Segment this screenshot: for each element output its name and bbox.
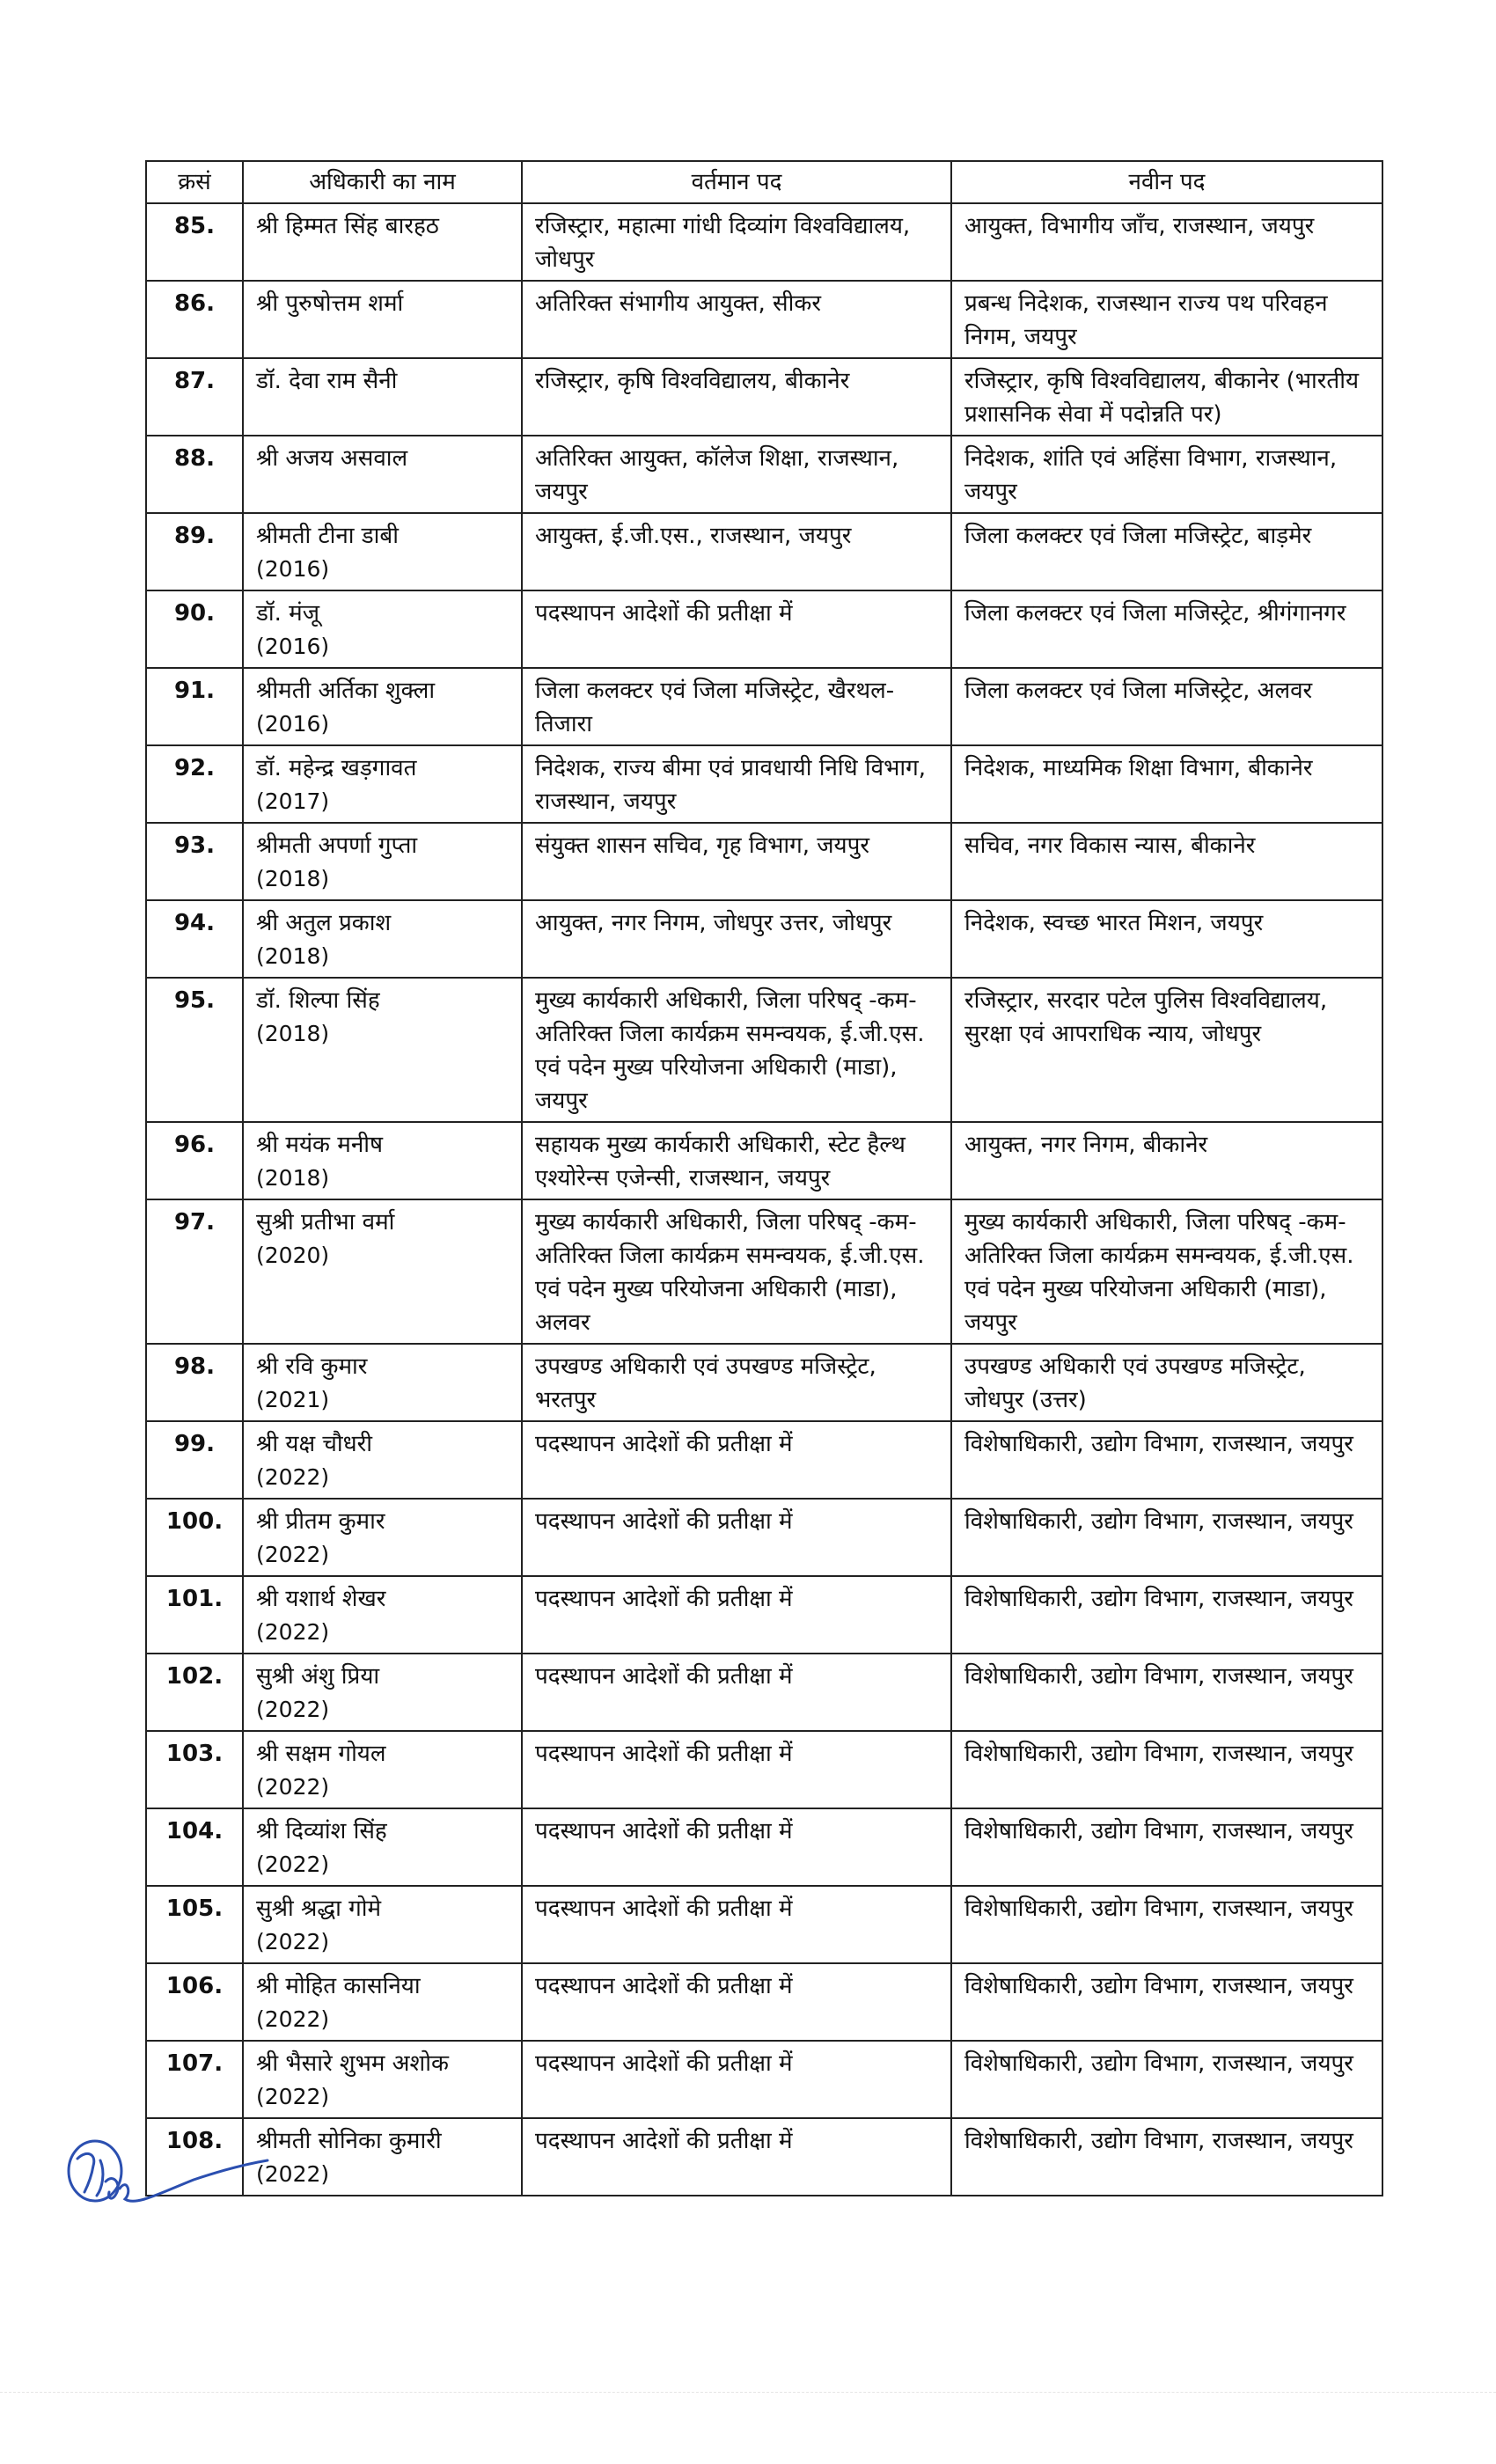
officer-batch: (2022) xyxy=(256,1929,330,1954)
officer-name-cell xyxy=(243,668,522,745)
officer-name-cell xyxy=(243,2118,522,2196)
table-row xyxy=(146,281,1382,358)
new-post: निदेशक, स्वच्छ भारत मिशन, जयपुर xyxy=(951,900,1382,978)
officer-batch: (2022) xyxy=(256,2161,330,2187)
current-post: मुख्य कार्यकारी अधिकारी, जिला परिषद् -कम- अतिरिक्त जिला कार्यक्रम समन्वयक, ई.जी.एस. एवं पदेन मुख्य परियोजना अधिकारी (माडा), अलवर xyxy=(522,1199,951,1344)
current-post: पदस्थापन आदेशों की प्रतीक्षा में xyxy=(522,1499,951,1576)
table-header-row xyxy=(146,161,1382,203)
officer-name: डॉ. मंजू xyxy=(256,600,320,627)
officer-batch: (2018) xyxy=(256,1021,330,1046)
current-post: पदस्थापन आदेशों की प्रतीक्षा में xyxy=(522,1886,951,1963)
current-post: पदस्थापन आदेशों की प्रतीक्षा में xyxy=(522,2118,951,2196)
officer-name: डॉ. शिल्पा सिंह xyxy=(256,987,380,1014)
new-post: विशेषाधिकारी, उद्योग विभाग, राजस्थान, जयपुर xyxy=(951,1421,1382,1499)
officer-name-cell xyxy=(243,745,522,823)
officer-name-cell xyxy=(243,1344,522,1421)
current-post: रजिस्ट्रार, कृषि विश्वविद्यालय, बीकानेर xyxy=(522,358,951,436)
new-post: रजिस्ट्रार, सरदार पटेल पुलिस विश्वविद्यालय, सुरक्षा एवं आपराधिक न्याय, जोधपुर xyxy=(951,978,1382,1122)
officer-name: श्री प्रीतम कुमार xyxy=(256,1508,385,1535)
serial-number: 85. xyxy=(146,203,243,281)
officer-batch: (2022) xyxy=(256,1852,330,1877)
new-post: विशेषाधिकारी, उद्योग विभाग, राजस्थान, जयपुर xyxy=(951,2041,1382,2118)
serial-number: 93. xyxy=(146,823,243,900)
serial-number: 96. xyxy=(146,1122,243,1199)
new-post: विशेषाधिकारी, उद्योग विभाग, राजस्थान, जयपुर xyxy=(951,1886,1382,1963)
table-row xyxy=(146,1344,1382,1421)
new-post: विशेषाधिकारी, उद्योग विभाग, राजस्थान, जयपुर xyxy=(951,1808,1382,1886)
officer-batch: (2018) xyxy=(256,943,330,969)
table-row xyxy=(146,1122,1382,1199)
table-row xyxy=(146,1731,1382,1808)
new-post: विशेषाधिकारी, उद्योग विभाग, राजस्थान, जयपुर xyxy=(951,2118,1382,2196)
new-post: विशेषाधिकारी, उद्योग विभाग, राजस्थान, जयपुर xyxy=(951,1499,1382,1576)
serial-number: 101. xyxy=(146,1576,243,1654)
officer-batch: (2020) xyxy=(256,1243,330,1268)
officer-name: श्री दिव्यांश सिंह xyxy=(256,1818,387,1844)
table-row xyxy=(146,513,1382,590)
table-row xyxy=(146,1499,1382,1576)
new-post: सचिव, नगर विकास न्यास, बीकानेर xyxy=(951,823,1382,900)
current-post: सहायक मुख्य कार्यकारी अधिकारी, स्टेट हैल्थ एश्योरेन्स एजेन्सी, राजस्थान, जयपुर xyxy=(522,1122,951,1199)
serial-number: 88. xyxy=(146,436,243,513)
new-post: जिला कलक्टर एवं जिला मजिस्ट्रेट, बाड़मेर xyxy=(951,513,1382,590)
new-post: विशेषाधिकारी, उद्योग विभाग, राजस्थान, जयपुर xyxy=(951,1963,1382,2041)
officer-name-cell xyxy=(243,1499,522,1576)
transfer-table xyxy=(145,160,1383,2196)
current-post: पदस्थापन आदेशों की प्रतीक्षा में xyxy=(522,1576,951,1654)
table-row xyxy=(146,2118,1382,2196)
page-footer-line xyxy=(0,2392,1496,2393)
officer-batch: (2021) xyxy=(256,1387,330,1412)
new-post: रजिस्ट्रार, कृषि विश्वविद्यालय, बीकानेर (भारतीय प्रशासनिक सेवा में पदोन्नति पर) xyxy=(951,358,1382,436)
new-post: जिला कलक्टर एवं जिला मजिस्ट्रेट, अलवर xyxy=(951,668,1382,745)
current-post: आयुक्त, नगर निगम, जोधपुर उत्तर, जोधपुर xyxy=(522,900,951,978)
current-post: निदेशक, राज्य बीमा एवं प्रावधायी निधि विभाग, राजस्थान, जयपुर xyxy=(522,745,951,823)
officer-name: श्री पुरुषोत्तम शर्मा xyxy=(256,290,404,317)
serial-number: 106. xyxy=(146,1963,243,2041)
officer-batch: (2018) xyxy=(256,866,330,891)
current-post: पदस्थापन आदेशों की प्रतीक्षा में xyxy=(522,1654,951,1731)
table-row xyxy=(146,436,1382,513)
officer-name-cell xyxy=(243,1122,522,1199)
table-row xyxy=(146,1576,1382,1654)
new-post: प्रबन्ध निदेशक, राजस्थान राज्य पथ परिवहन निगम, जयपुर xyxy=(951,281,1382,358)
officer-batch: (2022) xyxy=(256,1774,330,1800)
new-post: आयुक्त, नगर निगम, बीकानेर xyxy=(951,1122,1382,1199)
officer-name: श्री यक्ष चौधरी xyxy=(256,1431,372,1457)
officer-batch: (2022) xyxy=(256,1697,330,1722)
table-row xyxy=(146,978,1382,1122)
officer-name: डॉ. देवा राम सैनी xyxy=(256,368,398,394)
new-post: निदेशक, शांति एवं अहिंसा विभाग, राजस्थान, जयपुर xyxy=(951,436,1382,513)
current-post: आयुक्त, ई.जी.एस., राजस्थान, जयपुर xyxy=(522,513,951,590)
new-post: आयुक्त, विभागीय जाँच, राजस्थान, जयपुर xyxy=(951,203,1382,281)
officer-name: सुश्री प्रतीभा वर्मा xyxy=(256,1209,395,1236)
current-post: पदस्थापन आदेशों की प्रतीक्षा में xyxy=(522,1731,951,1808)
table-row xyxy=(146,1886,1382,1963)
officer-name-cell xyxy=(243,1808,522,1886)
officer-name-cell xyxy=(243,1731,522,1808)
table-row xyxy=(146,668,1382,745)
new-post: विशेषाधिकारी, उद्योग विभाग, राजस्थान, जयपुर xyxy=(951,1576,1382,1654)
signature-mark xyxy=(53,2108,273,2231)
officer-name: श्री भैसारे शुभम अशोक xyxy=(256,2050,449,2077)
officer-name-cell xyxy=(243,1654,522,1731)
serial-number: 107. xyxy=(146,2041,243,2118)
serial-number: 86. xyxy=(146,281,243,358)
officer-batch: (2022) xyxy=(256,2006,330,2032)
current-post-header: वर्तमान पद xyxy=(522,161,951,203)
serial-number: 103. xyxy=(146,1731,243,1808)
officer-batch: (2022) xyxy=(256,1464,330,1490)
table-row xyxy=(146,590,1382,668)
officer-name-cell xyxy=(243,1421,522,1499)
table-row xyxy=(146,745,1382,823)
officer-name-cell xyxy=(243,1886,522,1963)
current-post: पदस्थापन आदेशों की प्रतीक्षा में xyxy=(522,1808,951,1886)
new-post: मुख्य कार्यकारी अधिकारी, जिला परिषद् -कम- अतिरिक्त जिला कार्यक्रम समन्वयक, ई.जी.एस. एवं पदेन मुख्य परियोजना अधिकारी (माडा), जयपुर xyxy=(951,1199,1382,1344)
serial-number: 97. xyxy=(146,1199,243,1344)
serial-number: 95. xyxy=(146,978,243,1122)
table-row xyxy=(146,358,1382,436)
serial-number: 89. xyxy=(146,513,243,590)
officer-name-cell xyxy=(243,1576,522,1654)
officer-name-cell xyxy=(243,900,522,978)
serial-number: 91. xyxy=(146,668,243,745)
current-post: जिला कलक्टर एवं जिला मजिस्ट्रेट, खैरथल-तिजारा xyxy=(522,668,951,745)
officer-name-cell xyxy=(243,590,522,668)
table-row xyxy=(146,1421,1382,1499)
serial-number: 87. xyxy=(146,358,243,436)
officer-name: श्रीमती सोनिका कुमारी xyxy=(256,2128,442,2154)
table-body xyxy=(146,203,1382,2196)
officer-batch: (2022) xyxy=(256,1619,330,1645)
table-row xyxy=(146,900,1382,978)
officer-batch: (2022) xyxy=(256,1542,330,1567)
officer-name: श्री अतुल प्रकाश xyxy=(256,910,392,936)
officer-name-cell xyxy=(243,1199,522,1344)
table-row xyxy=(146,1808,1382,1886)
current-post: अतिरिक्त आयुक्त, कॉलेज शिक्षा, राजस्थान, जयपुर xyxy=(522,436,951,513)
officer-name: श्रीमती अपर्णा गुप्ता xyxy=(256,832,418,859)
new-post: विशेषाधिकारी, उद्योग विभाग, राजस्थान, जयपुर xyxy=(951,1654,1382,1731)
table-row xyxy=(146,2041,1382,2118)
officer-name-cell xyxy=(243,2041,522,2118)
officer-name-cell xyxy=(243,203,522,281)
officer-name-cell xyxy=(243,281,522,358)
officer-name: डॉ. महेन्द्र खड़गावत xyxy=(256,755,417,781)
officer-name: श्री अजय असवाल xyxy=(256,445,408,472)
officer-name-cell xyxy=(243,358,522,436)
serial-number: 92. xyxy=(146,745,243,823)
officer-name: श्री यशार्थ शेखर xyxy=(256,1586,386,1612)
officer-batch: (2016) xyxy=(256,634,330,659)
current-post: संयुक्त शासन सचिव, गृह विभाग, जयपुर xyxy=(522,823,951,900)
current-post: अतिरिक्त संभागीय आयुक्त, सीकर xyxy=(522,281,951,358)
current-post: पदस्थापन आदेशों की प्रतीक्षा में xyxy=(522,1963,951,2041)
officer-batch: (2017) xyxy=(256,788,330,814)
officer-name-cell xyxy=(243,978,522,1122)
serial-number: 98. xyxy=(146,1344,243,1421)
table-row xyxy=(146,1654,1382,1731)
officer-batch: (2016) xyxy=(256,556,330,582)
officer-name: श्रीमती अर्तिका शुक्ला xyxy=(256,678,436,704)
table-row xyxy=(146,203,1382,281)
serial-number: 104. xyxy=(146,1808,243,1886)
table-row xyxy=(146,1963,1382,2041)
officer-name-header: अधिकारी का नाम xyxy=(243,161,522,203)
officer-name: सुश्री श्रद्धा गोमे xyxy=(256,1896,382,1922)
officer-name: श्री सक्षम गोयल xyxy=(256,1741,386,1767)
officer-name-cell xyxy=(243,436,522,513)
officer-name-cell xyxy=(243,823,522,900)
officer-batch: (2016) xyxy=(256,711,330,737)
officer-name: श्री हिम्मत सिंह बारहठ xyxy=(256,213,439,239)
officer-name: श्री मोहित कासनिया xyxy=(256,1973,421,1999)
serial-number: 102. xyxy=(146,1654,243,1731)
new-post-header: नवीन पद xyxy=(951,161,1382,203)
serial-number: 94. xyxy=(146,900,243,978)
current-post: उपखण्ड अधिकारी एवं उपखण्ड मजिस्ट्रेट, भरतपुर xyxy=(522,1344,951,1421)
new-post: विशेषाधिकारी, उद्योग विभाग, राजस्थान, जयपुर xyxy=(951,1731,1382,1808)
officer-batch: (2022) xyxy=(256,2084,330,2109)
new-post: जिला कलक्टर एवं जिला मजिस्ट्रेट, श्रीगंगानगर xyxy=(951,590,1382,668)
officer-name: श्री मयंक मनीष xyxy=(256,1132,384,1158)
current-post: पदस्थापन आदेशों की प्रतीक्षा में xyxy=(522,1421,951,1499)
table-row xyxy=(146,1199,1382,1344)
officer-name: श्रीमती टीना डाबी xyxy=(256,523,399,549)
current-post: पदस्थापन आदेशों की प्रतीक्षा में xyxy=(522,2041,951,2118)
current-post: पदस्थापन आदेशों की प्रतीक्षा में xyxy=(522,590,951,668)
serial-number: 105. xyxy=(146,1886,243,1963)
table-row xyxy=(146,823,1382,900)
serial-number: 108. xyxy=(146,2118,243,2196)
serial-number: 100. xyxy=(146,1499,243,1576)
officer-name: श्री रवि कुमार xyxy=(256,1353,368,1380)
serial-number: 90. xyxy=(146,590,243,668)
officer-batch: (2018) xyxy=(256,1165,330,1191)
serial-number: 99. xyxy=(146,1421,243,1499)
officer-name-cell xyxy=(243,1963,522,2041)
new-post: निदेशक, माध्यमिक शिक्षा विभाग, बीकानेर xyxy=(951,745,1382,823)
new-post: उपखण्ड अधिकारी एवं उपखण्ड मजिस्ट्रेट, जोधपुर (उत्तर) xyxy=(951,1344,1382,1421)
current-post: रजिस्ट्रार, महात्मा गांधी दिव्यांग विश्वविद्यालय, जोधपुर xyxy=(522,203,951,281)
officer-name-cell xyxy=(243,513,522,590)
serial-header: क्रसं xyxy=(146,161,243,203)
current-post: मुख्य कार्यकारी अधिकारी, जिला परिषद् -कम- अतिरिक्त जिला कार्यक्रम समन्वयक, ई.जी.एस. एवं पदेन मुख्य परियोजना अधिकारी (माडा), जयपुर xyxy=(522,978,951,1122)
officer-name: सुश्री अंशु प्रिया xyxy=(256,1663,380,1690)
